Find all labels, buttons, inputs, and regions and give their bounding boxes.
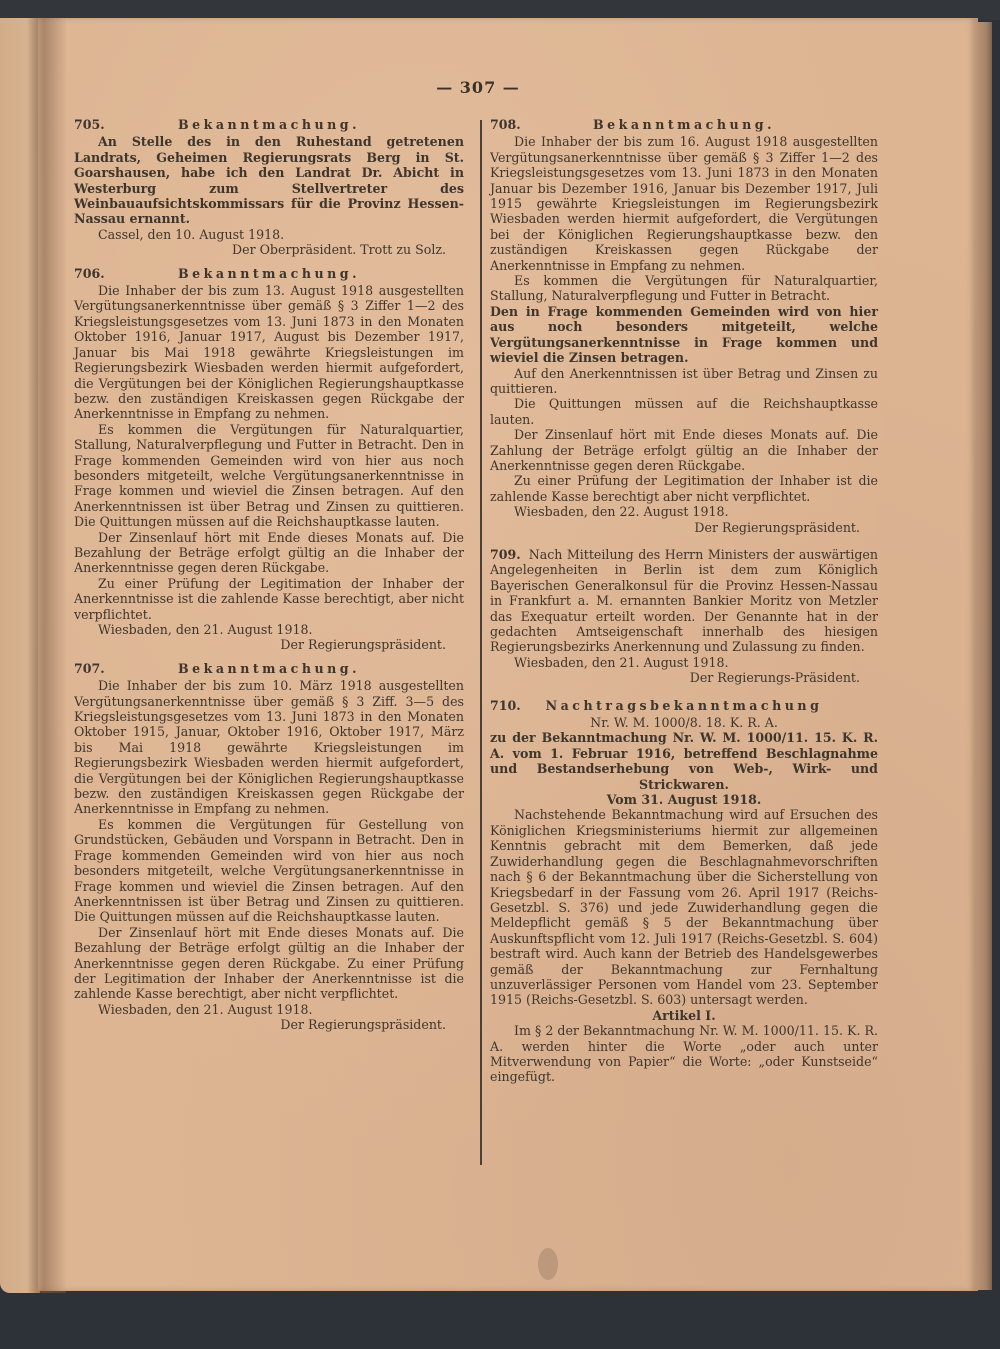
notice-title: Bekanntmachung. bbox=[178, 265, 360, 281]
notice-paragraph: Nachstehende Bekanntmachung wird auf Ersuchen des Königlichen Kriegsministeriums hiermit zur allgemeinen Kenntnis gebracht mit dem Bemerken, daß jede Zuwiderhandlung gegen die Beschlagnahmevorschriften nach § 6 der Bekanntmachung über die Sicherstellung von Kriegsbedarf in der Fassung vom 26. April 1917 (Reichs-Gesetzbl. S. 376) und jede Zuwiderhandlung gegen die Meldepflicht gemäß § 5 der Bekanntmachung über Auskunftspflicht vom 12. Juli 1917 (Reichs-Gesetzbl. S. 604) bestraft wird. Auch kann der Betrieb des Handelsgewerbes gemäß der Bekanntmachung zur Fernhaltung unzuverlässiger Personen vom Handel vom 23. September 1915 (Reichs-Gesetzbl. S. 603) untersagt werden. bbox=[490, 807, 878, 1008]
background-top bbox=[0, 0, 1000, 20]
notice-number: 705. bbox=[74, 117, 105, 132]
signature: Der Regierungs-Präsident. bbox=[689, 670, 860, 686]
notice-number: 706. bbox=[74, 265, 105, 281]
article-heading: Artikel I. bbox=[652, 1007, 716, 1023]
notice-paragraph: Die Inhaber der bis zum 16. August 1918 ausgestellten Vergütungsanerkenntnisse über gemäß § 3 Ziffer 1—2 des Kriegsleistungsgesetzes vom 13. Juni 1873 in den Monaten Januar bis Dezember 1916, Januar bis Dezember 1917, Juli 1915 gewährte Kriegsleistungen im Regierungsbezirk Wiesbaden werden hiermit aufgefordert, die Vergütungen bei der Königlichen Regierungshauptkasse bezw. den zuständigen Kreiskassen gegen Rückgabe der Anerkenntnisse in Empfang zu nehmen. bbox=[490, 134, 878, 273]
place-date: Wiesbaden, den 21. August 1918. bbox=[514, 654, 729, 670]
notice-title: Bekanntmachung. bbox=[593, 117, 775, 132]
place-date: Wiesbaden, den 21. August 1918. bbox=[98, 1001, 313, 1017]
notice-subtitle: Nr. W. M. 1000/8. 18. K. R. A. bbox=[590, 715, 778, 731]
notice-reference: zu der Bekanntmachung Nr. W. M. 1000/11. 15. K. R. A. vom 1. Februar 1916, betreffend Beschlagnahme und Bestandserhebung von Web-, Wirk- und Strickwaren. bbox=[490, 730, 878, 792]
left-column bbox=[74, 117, 464, 1041]
notice-706 bbox=[74, 266, 464, 653]
paper-stain bbox=[538, 1248, 558, 1280]
notice-header bbox=[74, 266, 464, 281]
notice-header bbox=[490, 117, 878, 132]
notice-paragraph: Zu einer Prüfung der Legitimation der Inhaber der Anerkenntnisse ist die zahlende Kasse berechtigt, aber nicht verpflichtet. bbox=[74, 575, 464, 622]
notice-date-line: Vom 31. August 1918. bbox=[606, 792, 762, 808]
notice-paragraph: Es kommen die Vergütungen für Naturalquartier, Stallung, Naturalverpflegung und Futter in Betracht. bbox=[490, 273, 878, 304]
notice-paragraph bbox=[490, 547, 878, 655]
place-date: Wiesbaden, den 22. August 1918. bbox=[514, 504, 729, 520]
notice-paragraph: Es kommen die Vergütungen für Naturalquartier, Stallung, Naturalverpflegung und Futter in Betracht. Den in Frage kommenden Gemeinden wird von hier aus noch besonders mitgeteilt, welche Vergütungsanerkenntnisse in Frage kommen und wieviel die Zinsen betragen. Auf den Anerkenntnissen ist über Betrag und Zinsen zu quittieren. Die Quittungen müssen auf die Reichshauptkasse lauten. bbox=[74, 421, 464, 530]
notice-707 bbox=[74, 661, 464, 1033]
notice-bold-paragraph: Den in Frage kommenden Gemeinden wird von hier aus noch besonders mitgeteilt, welche Vergütungsanerkenntnisse in Frage kommen und wieviel die Zinsen betragen. bbox=[490, 303, 878, 366]
page-number-dash-left: — bbox=[436, 78, 454, 97]
notice-number: 707. bbox=[74, 660, 105, 676]
notice-paragraph: Der Zinsenlauf hört mit Ende dieses Monats auf. Die Bezahlung der Beträge erfolgt gültig an die Inhaber der Anerkenntnisse gegen deren Rückgabe. Zu einer Prüfung der Legitimation der Inhaber der Anerkenntnisse ist die zahlende Kasse berechtigt, aber nicht verpflichtet. bbox=[74, 924, 464, 1002]
page-number-dash-right: — bbox=[502, 78, 520, 97]
notice-paragraph: Der Zinsenlauf hört mit Ende dieses Monats auf. Die Zahlung der Beträge erfolgt gültig an die Inhaber der Anerkenntnisse gegen deren Rückgabe. bbox=[490, 427, 878, 473]
notice-paragraph: Die Quittungen müssen auf die Reichshauptkasse lauten. bbox=[490, 396, 878, 427]
notice-709 bbox=[490, 547, 878, 686]
notice-body: Nach Mitteilung des Herrn Ministers der auswärtigen Angelegenheiten in Berlin ist dem zum Königlich Bayerischen Generalkonsul für die Provinz Hessen-Nassau in Frankfurt a. M. ernannten Bankier Moritz von Metzler das Exequatur erteilt worden. Der Genannte hat in der gedachten Amtseigenschaft innerhalb des hiesigen Regierungsbezirks Anerkennung und Zulassung zu finden. bbox=[490, 546, 878, 655]
notice-body: An Stelle des in den Ruhestand getretenen Landrats, Geheimen Regierungsrats Berg in St. Goarshausen, habe ich den Landrat Dr. Abicht in Westerburg zum Stellvertreter des Weinbauaufsichtskommissars für die Provinz Hessen-Nassau ernannt. bbox=[74, 134, 464, 227]
place-date: Wiesbaden, den 21. August 1918. bbox=[98, 622, 313, 637]
notice-title: Nachtragsbekanntmachung bbox=[545, 697, 823, 713]
notice-header bbox=[74, 117, 464, 132]
notice-708 bbox=[490, 117, 878, 535]
notice-710 bbox=[490, 698, 878, 1085]
notice-paragraph: Auf den Anerkenntnissen ist über Betrag und Zinsen zu quittieren. bbox=[490, 365, 878, 396]
notice-705 bbox=[74, 117, 464, 258]
notice-paragraph: Es kommen die Vergütungen für Gestellung von Grundstücken, Gebäuden und Vorspann in Betracht. Den in Frage kommenden Gemeinden wird von hier aus noch besonders mitgeteilt, welche Vergütungsanerkenntnisse in Frage kommen und wieviel die Zinsen betragen. Auf den Anerkenntnissen ist über Betrag und Zinsen zu quittieren. Die Quittungen müssen auf die Reichshauptkasse lauten. bbox=[74, 816, 464, 925]
book-gutter-shadow bbox=[26, 18, 66, 1293]
right-column bbox=[490, 117, 878, 1093]
signature: Der Regierungspräsident. bbox=[694, 519, 860, 535]
signature: Der Regierungspräsident. bbox=[280, 1017, 446, 1033]
notice-title: Bekanntmachung. bbox=[178, 117, 360, 132]
notice-header bbox=[490, 698, 878, 713]
column-divider bbox=[480, 120, 482, 1165]
notice-paragraph: Die Inhaber der bis zum 10. März 1918 ausgestellten Vergütungsanerkenntnisse über gemäß § 3 Ziff. 3—5 des Kriegsleistungsgesetzes vom 13. Juni 1873 in den Monaten Oktober 1915, Januar, Oktober 1916, Oktober 1917, März bis Mai 1918 gewährte Kriegsleistungen im Regierungsbezirk Wiesbaden werden hiermit aufgefordert, die Vergütungen bei der Königlichen Regierungshauptkasse bezw. den zuständigen Kreiskassen gegen Rückgabe der Anerkenntnisse in Empfang zu nehmen. bbox=[74, 678, 464, 817]
notice-title: Bekanntmachung. bbox=[178, 660, 360, 676]
signature: Der Oberpräsident. Trott zu Solz. bbox=[232, 242, 446, 258]
notice-header bbox=[74, 661, 464, 676]
place-date: Cassel, den 10. August 1918. bbox=[98, 226, 285, 242]
page-stack-edge bbox=[978, 22, 992, 1290]
page-number-value: 307 bbox=[459, 78, 497, 97]
notice-paragraph: Die Inhaber der bis zum 13. August 1918 ausgestellten Vergütungsanerkenntnisse über gemäß § 3 Ziffer 1—2 des Kriegsleistungsgesetzes vom 13. Juni 1873 in den Monaten Oktober 1916, Januar 1917, August bis Dezember 1917, Januar bis Mai 1918 gewährte Kriegsleistungen im Regierungsbezirk Wiesbaden werden hiermit aufgefordert, die Vergütungen bei der Königlichen Regierungshauptkasse bezw. den zuständigen Kreiskassen gegen Rückgabe der Anerkenntnisse in Empfang zu nehmen. bbox=[74, 283, 464, 422]
notice-paragraph: Zu einer Prüfung der Legitimation der Inhaber ist die zahlende Kasse berechtigt aber nicht verpflichtet. bbox=[490, 473, 878, 504]
page-number bbox=[428, 78, 528, 97]
notice-number: 708. bbox=[490, 117, 521, 132]
article-body: Im § 2 der Bekanntmachung Nr. W. M. 1000/11. 15. K. R. A. werden hinter die Worte „oder auch unter Mitverwendung von Papier“ die Worte: „oder Kunstseide“ eingefügt. bbox=[490, 1023, 878, 1085]
notice-number: 710. bbox=[490, 697, 521, 713]
notice-number: 709. bbox=[490, 546, 521, 562]
notice-paragraph: Der Zinsenlauf hört mit Ende dieses Monats auf. Die Bezahlung der Beträge erfolgt gültig an die Inhaber der Anerkenntnisse gegen deren Rückgabe. bbox=[74, 529, 464, 576]
signature: Der Regierungspräsident. bbox=[280, 637, 446, 653]
